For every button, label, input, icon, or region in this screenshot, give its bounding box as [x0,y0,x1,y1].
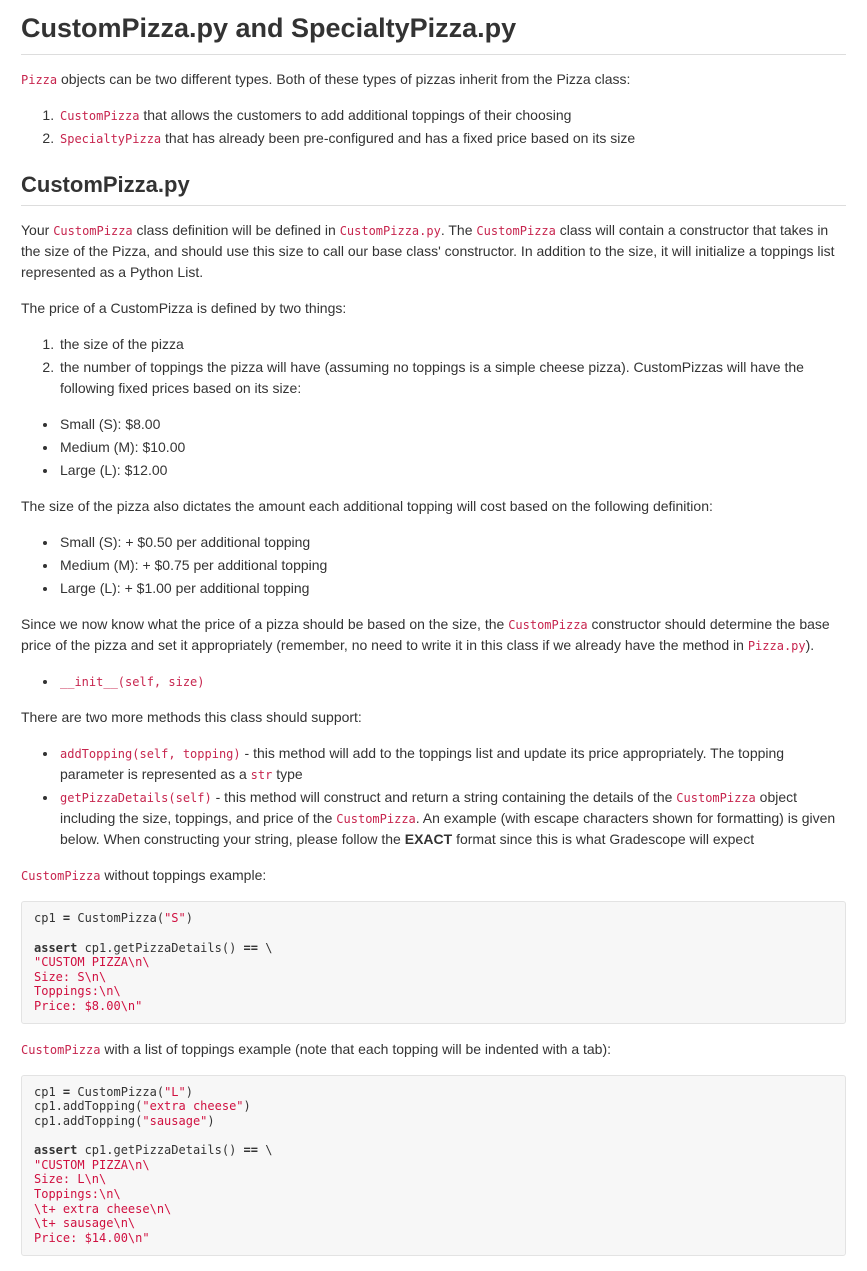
methods-list [21,743,846,850]
list-item-addtopping-method: • addTopping(self, topping) - this method will add to the toppings list and update its price appropriately. The topping parameter is represented as a str type [58,743,846,785]
list-item-large-price: • Large (L): $12.00 [58,460,846,481]
price-intro-paragraph: The price of a CustomPizza is defined by two things: [21,300,347,317]
section-title-custompizza: CustomPizza.py [21,171,846,207]
base-prices-list [21,414,846,481]
example2-caption: CustomPizza with a list of toppings example (note that each topping will be indented with a tab): [21,1040,612,1057]
pizza-types-list [21,105,846,149]
list-item-small-price: • Small (S): $8.00 [58,414,846,435]
topping-costs-list [21,532,846,599]
price-factors-list [21,334,846,399]
list-item-init-method: • __init__(self, size) [58,671,846,692]
topping-cost-paragraph: The size of the pizza also dictates the amount each additional topping will cost based on the following definition: [21,498,713,515]
intro-paragraph: Pizza objects can be two different types. Both of these types of pizzas inherit from the Pizza class: [21,70,631,87]
list-item-custom-pizza: 1. CustomPizza that allows the customers to add additional toppings of their choosing [58,105,846,126]
list-item-size-factor: 1. the size of the pizza [58,334,846,355]
list-item-specialty-pizza: 2. SpecialtyPizza that has already been pre-configured and has a fixed price based on its size [58,128,846,149]
list-item-toppings-factor: 2. the number of toppings the pizza will have (assuming no toppings is a simple cheese pizza). CustomPizzas will have the following fixed prices based on its size: [58,357,846,399]
list-item-medium-price: • Medium (M): $10.00 [58,437,846,458]
methods-intro-paragraph: There are two more methods this class should support: [21,709,362,726]
code-block-without-toppings: cp1 = CustomPizza("S") assert cp1.getPizzaDetails() == \ "CUSTOM PIZZA\n\ Size: S\n\ Toppings:\n\ Price: $8.00\n" [21,901,846,1023]
code-block-with-toppings: cp1 = CustomPizza("L") cp1.addTopping("extra cheese") cp1.addTopping("sausage") assert cp1.getPizzaDetails() == \ "CUSTOM PIZZA\n\ Size: L\n\ Toppings:\n\ \t+ extra cheese\n\ \t+ sausage\n\ Price: $14.00\n" [21,1075,846,1256]
example1-caption: CustomPizza without toppings example: [21,867,267,884]
page-title: CustomPizza.py and SpecialtyPizza.py [21,12,846,55]
list-item-getpizzadetails-method: • getPizzaDetails(self) - this method will construct and return a string containing the details of the CustomPizza object including the size, toppings, and price of the CustomPizza. An example (with escape characters shown for formatting) is given below. When constructing your string, please follow the EXACT format since this is what Gradescope will expect [58,787,846,850]
list-item-small-topping-cost: • Small (S): + $0.50 per additional topping [58,532,846,553]
list-item-medium-topping-cost: • Medium (M): + $0.75 per additional topping [58,555,846,576]
init-method-list [21,671,846,692]
constructor-paragraph: Since we now know what the price of a pizza should be based on the size, the CustomPizza constructor should determine the base price of the pizza and set it appropriately (remember, no need to write it in this class if we already have the method in Pizza.py). [21,616,830,654]
class-definition-paragraph: Your CustomPizza class definition will be defined in CustomPizza.py. The CustomPizza class will contain a constructor that takes in the size of the Pizza, and should use this size to call our base class' constructor. In addition to the size, it will initialize a toppings list represented as a Python List. [21,222,835,281]
list-item-large-topping-cost: • Large (L): + $1.00 per additional topping [58,578,846,599]
